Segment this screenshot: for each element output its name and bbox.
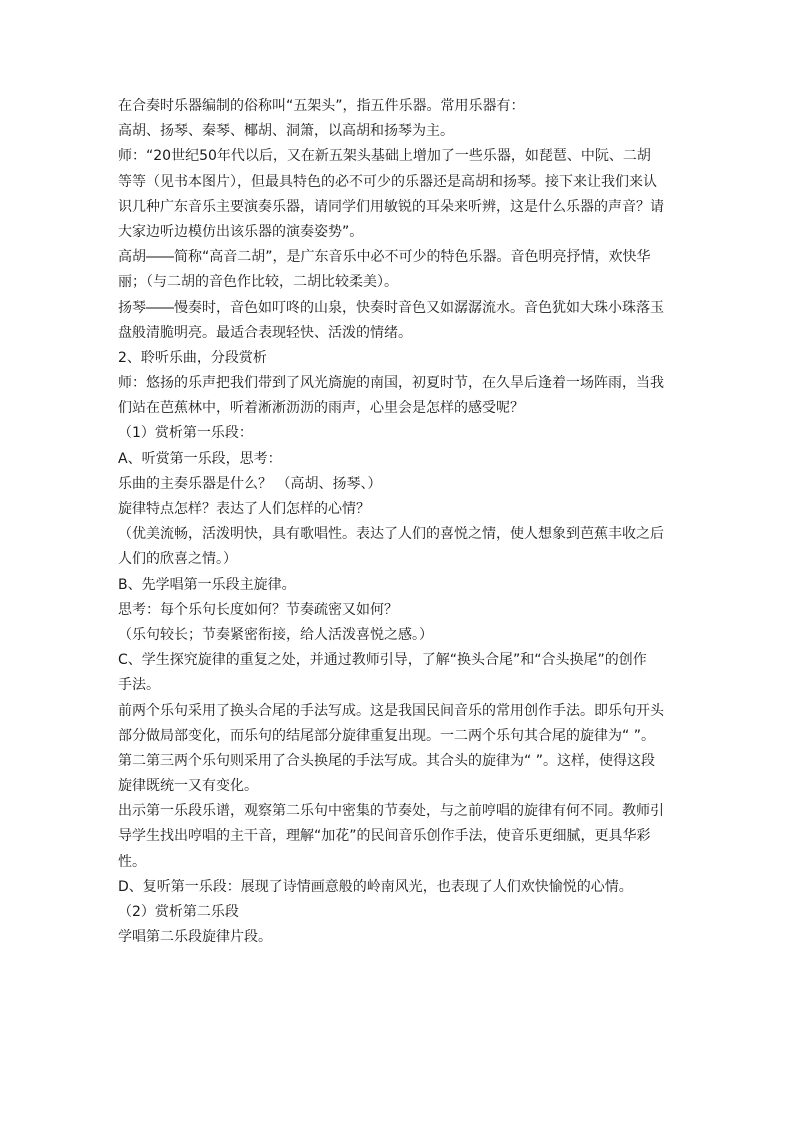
text-line: 旋律既统一又有变化。 <box>118 778 258 795</box>
text-line: 高胡――简称“高音二胡”，是广东音乐中必不可少的特色乐器。音色明亮抒情，欢快华 <box>118 249 651 266</box>
text-line: D、复听第一乐段：展现了诗情画意般的岭南风光，也表现了人们欢快愉悦的心情。 <box>118 878 633 895</box>
text-line: 识几种广东音乐主要演奏乐器，请同学们用敏锐的耳朵来听辨，这是什么乐器的声音？请 <box>118 198 664 215</box>
text-line: 高胡、扬琴、秦琴、椰胡、洞箫，以高胡和扬琴为主。 <box>118 123 454 140</box>
text-line: C、学生探究旋律的重复之处，并通过教师引导，了解“换头合尾”和“合头换尾”的创作 <box>118 652 647 669</box>
text-line: （优美流畅，活泼明快，具有歌唱性。表达了人们的喜悦之情，使人想象到芭蕉丰收之后 <box>118 526 664 543</box>
text-line: 等等（见书本图片），但最具特色的必不可少的乐器还是高胡和扬琴。接下来让我们来认 <box>118 173 657 190</box>
text-line: 们站在芭蕉林中，听着淅淅沥沥的雨声，心里会是怎样的感受呢？ <box>118 400 524 417</box>
subsection-heading: （1）赏析第一乐段： <box>118 425 253 442</box>
text-line: 出示第一乐段乐谱，观察第二乐句中密集的节奏处，与之前哼唱的旋律有何不同。教师引 <box>118 803 664 820</box>
text-line: 盘般清脆明亮。最适合表现轻快、活泼的情绪。 <box>118 324 412 341</box>
subsection-heading: （2）赏析第二乐段 <box>118 904 239 920</box>
text-line: A、听赏第一乐段，思考： <box>118 450 282 467</box>
document-body <box>118 94 680 950</box>
text-line: 部分做局部变化，而乐句的结尾部分旋律重复出现。一二两个乐句其合尾的旋律为“ ”。 <box>118 727 655 744</box>
text-line: 大家边听边模仿出该乐器的演奏姿势”。 <box>118 223 364 240</box>
text-line: 师：悠扬的乐声把我们带到了风光旖旎的南国，初夏时节，在久旱后逢着一场阵雨，当我 <box>118 375 664 392</box>
text-line: B、先学唱第一乐段主旋律。 <box>118 576 296 593</box>
text-line: 导学生找出哼唱的主干音，理解“加花”的民间音乐创作手法，使音乐更细腻，更具华彩 <box>118 828 651 845</box>
text-line: 手法。 <box>118 677 160 694</box>
text-line: 在合奏时乐器编制的俗称叫“五架头”，指五件乐器。常用乐器有： <box>118 98 525 114</box>
text-line: 扬琴――慢奏时，音色如叮咚的山泉，快奏时音色又如潺潺流水。音色犹如大珠小珠落玉 <box>118 299 664 316</box>
text-line: 性。 <box>118 853 146 870</box>
section-heading: 2、聆听乐曲，分段赏析 <box>118 349 267 366</box>
text-line: 思考：每个乐句长度如何？节奏疏密又如何？ <box>118 601 398 618</box>
text-line: 人们的欣喜之情。） <box>118 551 237 568</box>
text-line: （乐句较长；节奏紧密衔接，给人活泼喜悦之感。） <box>118 626 433 643</box>
text-line: 师：“20世纪50年代以后，又在新五架头基础上增加了一些乐器，如琵琶、中阮、二胡 <box>118 148 651 165</box>
text-line: 乐曲的主奏乐器是什么？ （高胡、扬琴、） <box>118 475 382 492</box>
text-line: 前两个乐句采用了换头合尾的手法写成。这是我国民间音乐的常用创作手法。即乐句开头 <box>118 702 664 719</box>
text-line: 旋律特点怎样？表达了人们怎样的心情？ <box>118 501 370 517</box>
text-line: 学唱第二乐段旋律片段。 <box>118 929 272 946</box>
text-line: 丽；（与二胡的音色作比较，二胡比较柔美）。 <box>118 274 398 291</box>
text-line: 第二第三两个乐句则采用了合头换尾的手法写成。其合头的旋律为“ ”。这样，使得这段 <box>118 752 655 769</box>
